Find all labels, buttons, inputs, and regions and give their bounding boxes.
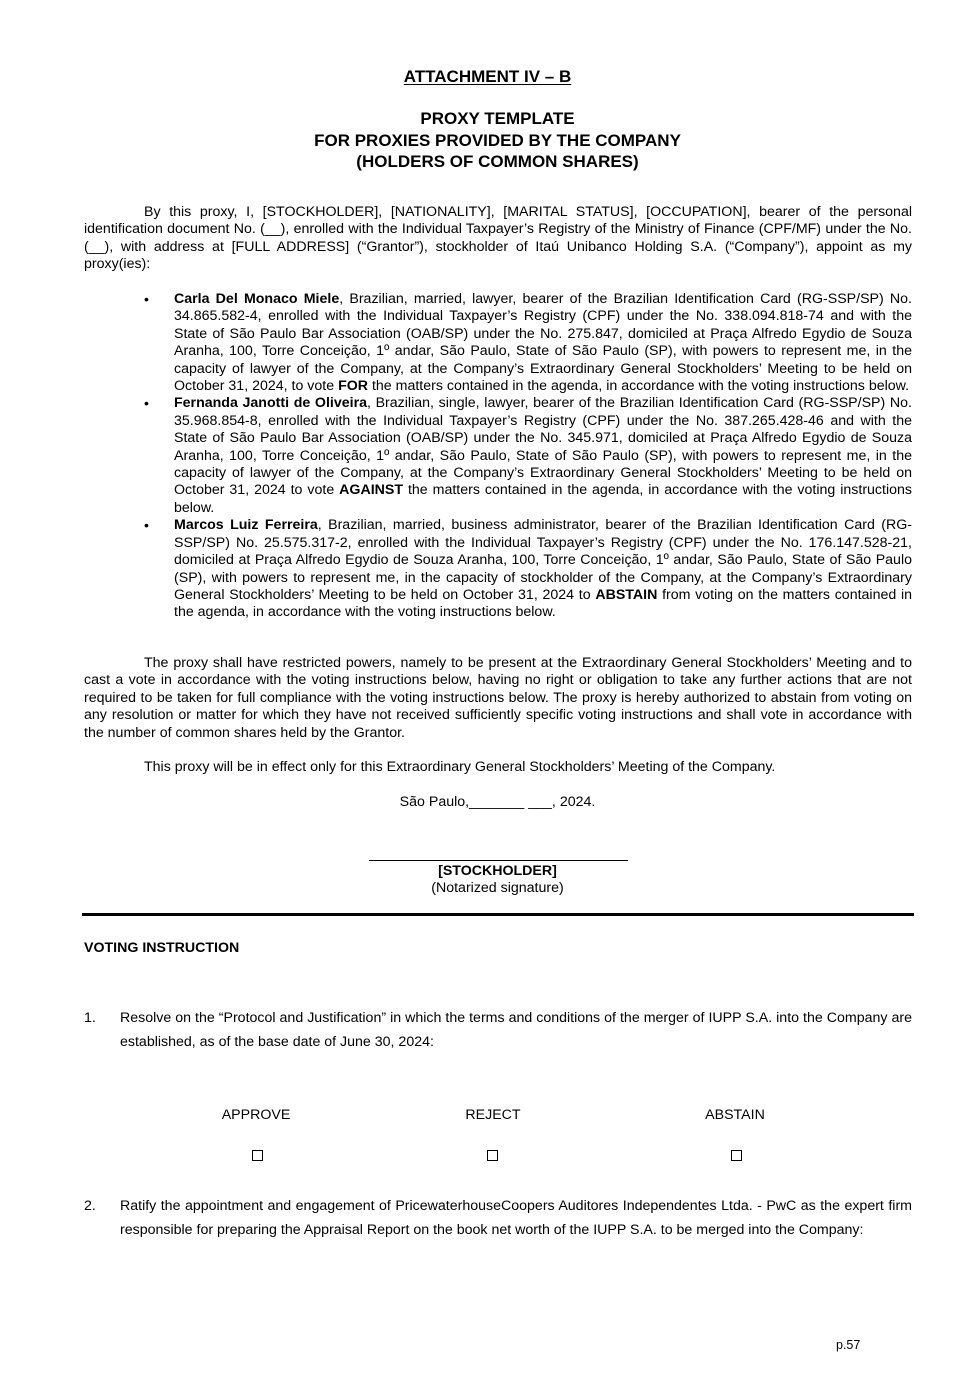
proxy-name: Carla Del Monaco Miele xyxy=(174,291,340,307)
signature-note: (Notarized signature) xyxy=(431,880,564,896)
proxy-vote: ABSTAIN xyxy=(595,586,658,603)
attachment-title: ATTACHMENT IV – B xyxy=(403,67,572,86)
proxy-vote: FOR xyxy=(338,378,369,395)
intro-paragraph: By this proxy, I, [STOCKHOLDER], [NATIONALITY], [MARITAL STATUS], [OCCUPATION], bearer of the personal identification document No. (__), enrolled with the Individual Taxpayer’s Registry of the Ministry of Finance (CPF/MF) under the No. (__), with address at [FULL ADDRESS] (“Grantor”), stockholder of Itaú Unibanco Holding S.A. (“Company”), appoint as my proxy(ies): xyxy=(84,204,912,273)
powers-paragraph: The proxy shall have restricted powers, namely to be present at the Extraordinary General Stockholders’ Meeting and to cast a vote in accordance with the voting instructions below, having no right or obligation to take any further actions that are not required to be taken for full compliance with the voting instructions below. The proxy is hereby authorized to abstain from voting on any resolution or matter for which they have not received sufficiently specific voting instructions and shall vote in accordance with the number of common shares held by the Grantor. xyxy=(84,655,912,741)
signature-name: [STOCKHOLDER] xyxy=(438,863,557,879)
proxy-details: , Brazilian, married, business administrator, bearer of the Brazilian Identification Card (RG-SSP/SP) No. 25.575.317-2, enrolled with the Individual Taxpayer’s Registry (CPF) under the No. 176.147.528-21, domiciled at Praça Alfredo Egydio de Souza Aranha, 100, Torre Conceição, 1º andar, São Paulo, State of São Paulo (SP), with powers to represent me, in the capacity of stockholder of the Company, at the Company’s Extraordinary General Stockholders’ Meeting to be held on October 31, 2024 to xyxy=(174,517,913,603)
signature-line xyxy=(369,860,628,861)
list-item xyxy=(84,291,912,395)
approve-label: APPROVE xyxy=(221,1107,291,1123)
heading-line-2: FOR PROXIES PROVIDED BY THE COMPANY xyxy=(314,130,681,150)
proxy-details: , Brazilian, single, lawyer, bearer of the Brazilian Identification Card (RG-SSP/SP) No. 35.968.854-8, enrolled with the Individual Taxpayer’s Registry (CPF) under the No. 387.265.428-46 and with the State of São Paulo Bar Association (OAB/SP) under the No. 345.971, domiciled at Praça Alfredo Egydio de Souza Aranha, 100, Torre Conceição, 1º andar, São Paulo, State of São Paulo (SP), with powers to represent me, in the capacity of lawyer of the Company, at the Company’s Extraordinary General Stockholders’ Meeting to be held on October 31, 2024 to vote xyxy=(174,395,912,499)
voting-item-number: 2. xyxy=(84,1198,96,1214)
voting-item-number: 1. xyxy=(84,1010,96,1026)
reject-checkbox[interactable] xyxy=(487,1150,498,1161)
heading-line-1: PROXY TEMPLATE xyxy=(420,109,575,128)
city-date-line: São Paulo,_______ ___, 2024. xyxy=(399,794,596,810)
heading-line-3: (HOLDERS OF COMMON SHARES) xyxy=(356,152,639,171)
effect-paragraph: This proxy will be in effect only for this Extraordinary General Stockholders’ Meeting of the Company. xyxy=(144,759,776,775)
voting-item-1 xyxy=(84,1006,912,1054)
list-item xyxy=(84,395,912,517)
proxy-list xyxy=(84,291,912,622)
voting-instruction-title: VOTING INSTRUCTION xyxy=(84,940,240,956)
voting-item-2 xyxy=(84,1194,912,1242)
proxy-details-end: from voting on the matters contained in the agenda, in accordance with the voting instructions below. xyxy=(174,586,913,621)
voting-item-text: Resolve on the “Protocol and Justification” in which the terms and conditions of the merger of IUPP S.A. into the Company are established, as of the base date of June 30, 2024: xyxy=(120,1010,912,1050)
proxy-details-end: the matters contained in the agenda, in accordance with the voting instructions below. xyxy=(368,378,910,395)
proxy-name: Fernanda Janotti de Oliveira xyxy=(174,395,367,412)
page-number: p.57 xyxy=(836,1338,861,1352)
list-item xyxy=(84,517,912,621)
reject-label: REJECT xyxy=(465,1107,521,1123)
abstain-checkbox[interactable] xyxy=(731,1150,742,1161)
approve-checkbox[interactable] xyxy=(252,1150,263,1161)
proxy-heading xyxy=(0,108,975,173)
bullet-icon: • xyxy=(144,395,149,412)
proxy-details: , Brazilian, married, lawyer, bearer of the Brazilian Identification Card (RG-SSP/SP) No. 34.865.582-4, enrolled with the Individual Taxpayer’s Registry (CPF) under the No. 338.094.818-74 and with the State of São Paulo Bar Association (OAB/SP) under the No. 275.847, domiciled at Praça Alfredo Egydio de Souza Aranha, 100, Torre Conceição, 1º andar, São Paulo, State of São Paulo (SP), with powers to represent me, in the capacity of lawyer of the Company, at the Company’s Extraordinary General Stockholders’ Meeting to be held on October 31, 2024, to vote xyxy=(174,291,912,395)
section-divider xyxy=(82,913,914,916)
proxy-vote: AGAINST xyxy=(339,482,404,499)
proxy-name: Marcos Luiz Ferreira xyxy=(174,517,318,534)
abstain-label: ABSTAIN xyxy=(705,1107,765,1123)
bullet-icon: • xyxy=(144,517,149,534)
bullet-icon: • xyxy=(144,291,149,307)
proxy-details-end: the matters contained in the agenda, in accordance with the voting instructions below. xyxy=(174,482,912,516)
voting-item-text: Ratify the appointment and engagement of PricewaterhouseCoopers Auditores Independentes Ltda. - PwC as the expert firm responsible for preparing the Appraisal Report on the book net worth of the IUPP S.A. to be merged into the Company: xyxy=(120,1198,912,1238)
